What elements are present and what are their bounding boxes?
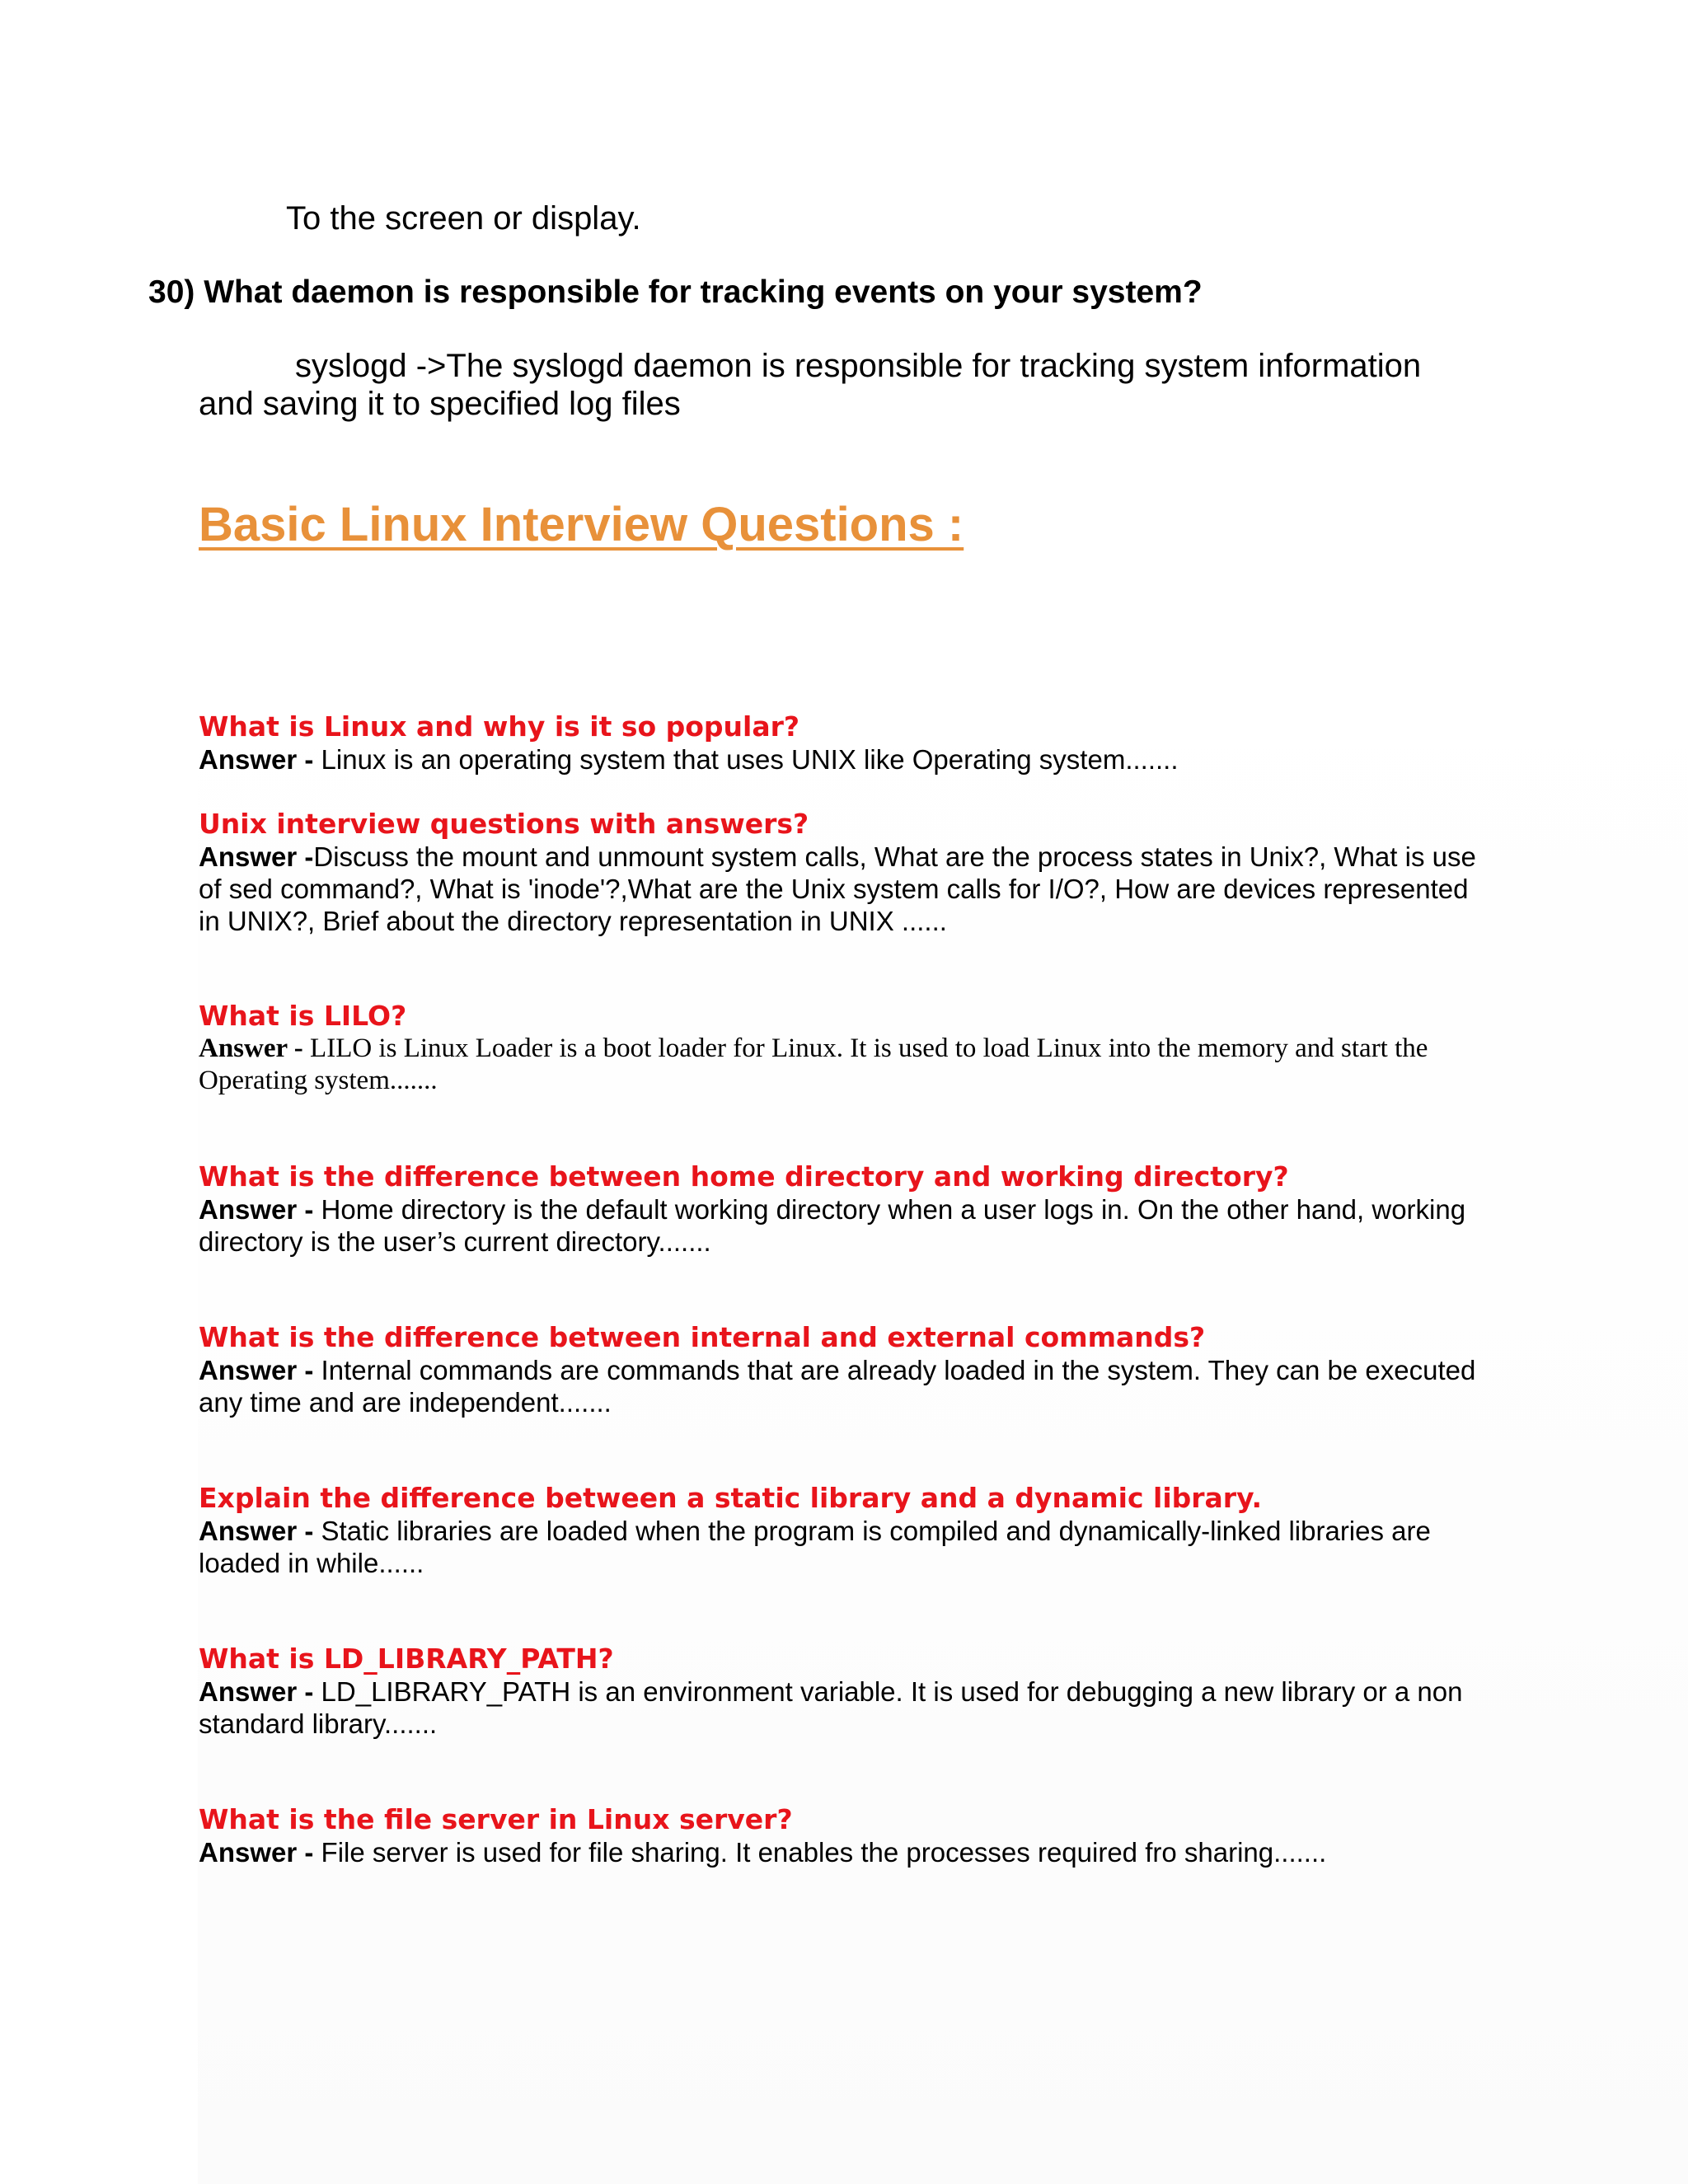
answer-label: Answer -: [199, 1194, 314, 1225]
qa-item: [199, 1643, 1493, 1740]
answer-label: Answer -: [199, 1676, 314, 1707]
answer-text: File server is used for file sharing. It enables the processes required fro sharing.......: [313, 1837, 1327, 1868]
qa-answer: [199, 1354, 1493, 1418]
answer-text: Discuss the mount and unmount system calls, What are the process states in Unix?, What is use of sed command?, What is 'inode'?,What are the Unix system calls for I/O?, How are devices represented in UNIX?, Brief about the directory representation in UNIX ......: [199, 841, 1476, 936]
qa-question: What is the difference between home directory and working directory?: [199, 1160, 1289, 1193]
qa-question: Explain the difference between a static library and a dynamic library.: [199, 1482, 1263, 1514]
answer-label: Answer -: [199, 1033, 303, 1063]
qa-question: What is the file server in Linux server?: [199, 1803, 793, 1835]
qa-item: [199, 710, 1493, 776]
answer-label: Answer -: [199, 744, 314, 775]
qa-answer: [199, 743, 1493, 776]
answer-label: Answer -: [199, 841, 314, 872]
qa-question: What is LILO?: [199, 1000, 407, 1032]
qa-question: Unix interview questions with answers?: [199, 808, 809, 840]
qa-item: [199, 808, 1493, 937]
question-30-answer: syslogd ->The syslogd daemon is responsible for tracking system information and saving it to specified log files: [199, 348, 1422, 422]
qa-answer: [199, 1033, 1493, 1097]
answer-text: Home directory is the default working directory when a user logs in. On the other hand, working directory is the user’s current directory.......: [199, 1194, 1466, 1257]
qa-answer: [199, 1836, 1493, 1868]
qa-question: What is Linux and why is it so popular?: [199, 710, 800, 743]
qa-answer: [199, 841, 1493, 937]
qa-answer: [199, 1675, 1493, 1740]
qa-question: What is LD_LIBRARY_PATH?: [199, 1643, 614, 1675]
answer-text: Static libraries are loaded when the program is compiled and dynamically-linked libraries are loaded in while......: [199, 1516, 1431, 1578]
previous-answer-continuation: To the screen or display.: [286, 200, 641, 237]
answer-label: Answer -: [199, 1837, 314, 1868]
qa-question: What is the difference between internal and external commands?: [199, 1321, 1206, 1353]
answer-text: Internal commands are commands that are already loaded in the system. They can be executed any time and are independent.......: [199, 1355, 1476, 1418]
section-title: Basic Linux Interview Questions :: [199, 498, 964, 551]
qa-item: [199, 1000, 1493, 1097]
qa-item: [199, 1321, 1493, 1418]
qa-item: [199, 1482, 1493, 1579]
question-30-heading: 30) What daemon is responsible for tracking events on your system?: [148, 274, 1203, 310]
answer-text: Linux is an operating system that uses UNIX like Operating system.......: [313, 744, 1179, 775]
qa-answer: [199, 1193, 1493, 1258]
qa-item: [199, 1160, 1493, 1258]
answer-text: LILO is Linux Loader is a boot loader for Linux. It is used to load Linux into the memory and start the Operating system.......: [199, 1033, 1428, 1095]
answer-text: LD_LIBRARY_PATH is an environment variable. It is used for debugging a new library or a non standard library.......: [199, 1676, 1463, 1739]
qa-answer: [199, 1515, 1493, 1579]
answer-label: Answer -: [199, 1355, 314, 1385]
answer-label: Answer -: [199, 1516, 314, 1546]
qa-item: [199, 1803, 1493, 1868]
